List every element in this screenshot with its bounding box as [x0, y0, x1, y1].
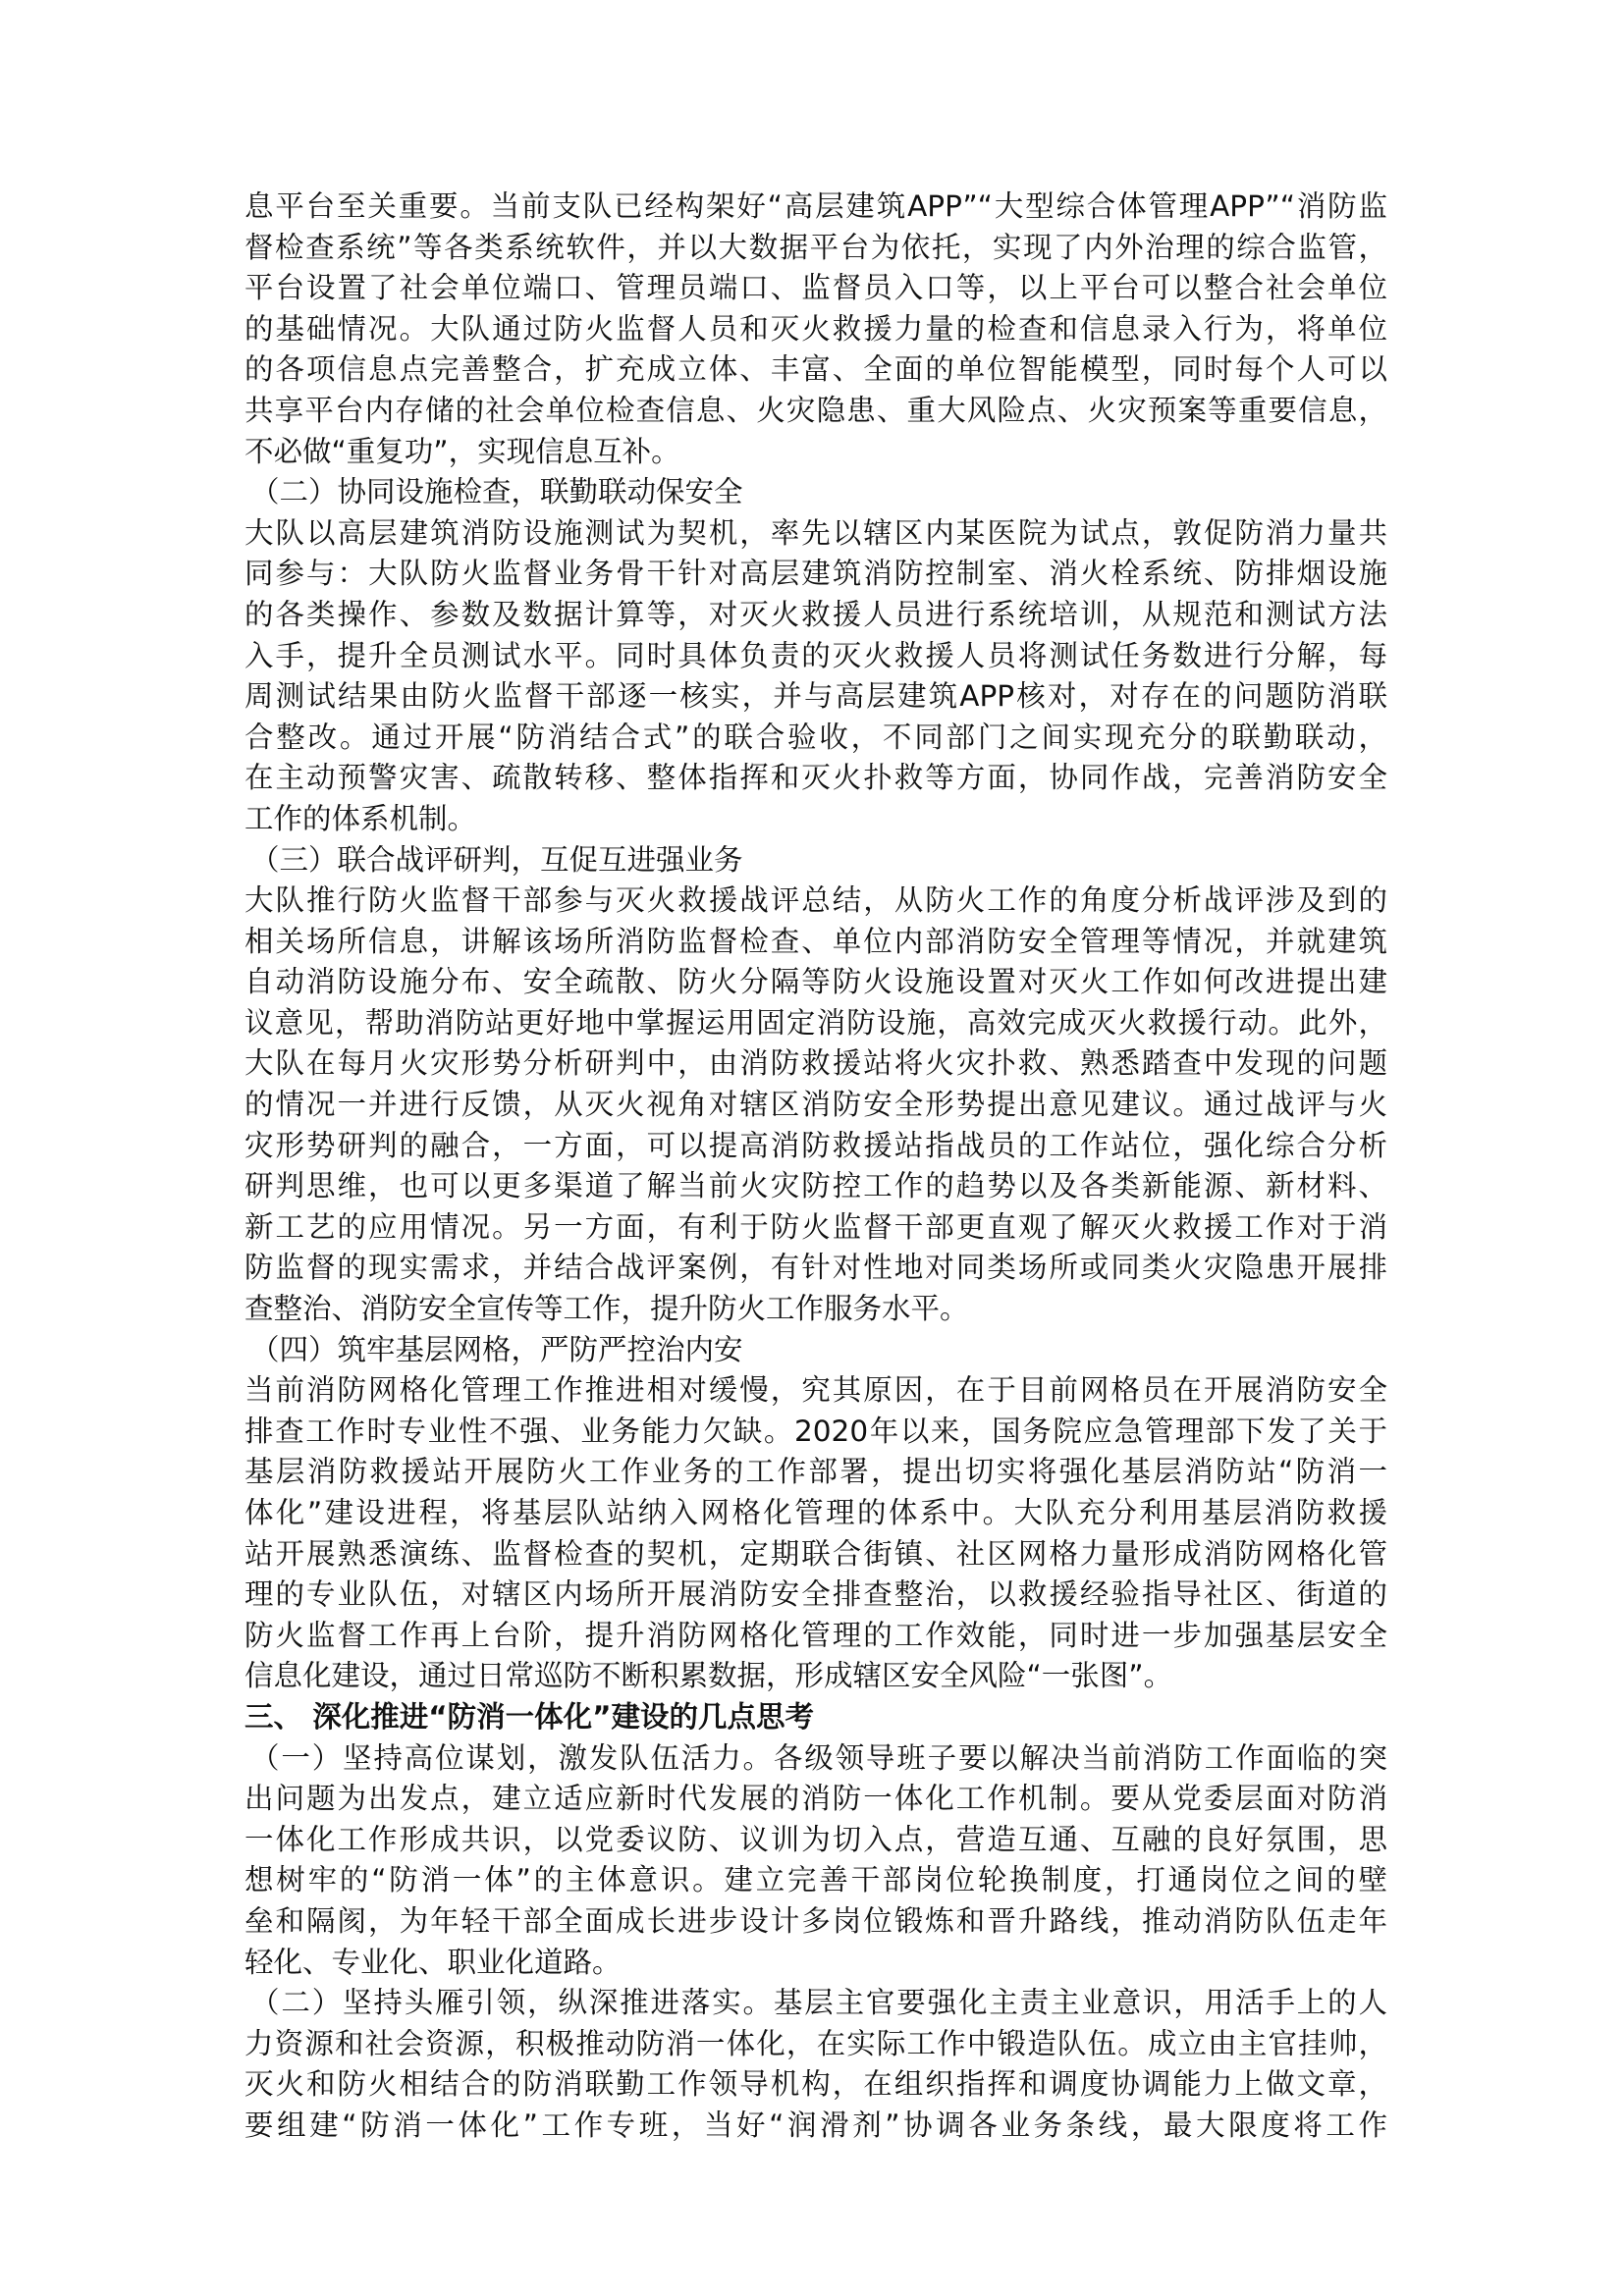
paragraph-line: 信息化建设，通过日常巡防不断积累数据，形成辖区安全风险“一张图”。: [244, 1659, 1173, 1693]
paragraph-line: 排查工作时专业性不强、业务能力欠缺。2020年以来，国务院应急管理部下发了关于: [244, 1414, 1387, 1448]
paragraph-line: （二）坚持头雁引领，纵深推进落实。基层主官要强化主责主业意识，用活手上的人: [250, 1986, 1387, 2020]
paragraph-line: 灾形势研判的融合，一方面，可以提高消防救援站指战员的工作站位，强化综合分析: [244, 1128, 1387, 1162]
paragraph-line: 在主动预警灾害、疏散转移、整体指挥和灭火扑救等方面，协同作战，完善消防安全: [244, 761, 1387, 795]
subheading: （四）筑牢基层网格，严防严控治内安: [250, 1332, 743, 1366]
paragraph-line: 共享平台内存储的社会单位检查信息、火灾隐患、重大风险点、火灾预案等重要信息，: [244, 393, 1387, 427]
paragraph-line: 垒和隔阂，为年轻干部全面成长进步设计多岗位锻炼和晋升路线，推动消防队伍走年: [244, 1903, 1387, 1938]
paragraph-line: 力资源和社会资源，积极推动防消一体化，在实际工作中锻造队伍。成立由主官挂帅，: [244, 2026, 1387, 2060]
paragraph-line: 防监督的现实需求，并结合战评案例，有针对性地对同类场所或同类火灾隐患开展排: [244, 1251, 1387, 1285]
paragraph-line: 的各类操作、参数及数据计算等，对灭火救援人员进行系统培训，从规范和测试方法: [244, 597, 1387, 631]
paragraph-line: 体化”建设进程，将基层队站纳入网格化管理的体系中。大队充分利用基层消防救援: [244, 1496, 1387, 1529]
paragraph-line: 的情况一并进行反馈，从灭火视角对辖区消防安全形势提出意见建议。通过战评与火: [244, 1088, 1387, 1122]
paragraph-line: 大队在每月火灾形势分析研判中，由消防救援站将火灾扑救、熟悉踏查中发现的问题: [244, 1046, 1387, 1081]
paragraph-line: 新工艺的应用情况。另一方面，有利于防火监督干部更直观了解灭火救援工作对于消: [244, 1209, 1387, 1244]
paragraph-line: 工作的体系机制。: [244, 801, 477, 835]
paragraph-line: 大队推行防火监督干部参与灭火救援战评总结，从防火工作的角度分析战评涉及到的: [244, 883, 1387, 918]
paragraph-line: 出问题为出发点，建立适应新时代发展的消防一体化工作机制。要从党委层面对防消: [244, 1782, 1387, 1816]
paragraph-line: 基层消防救援站开展防火工作业务的工作部署，提出切实将强化基层消防站“防消一: [244, 1455, 1387, 1489]
paragraph-line: 的各项信息点完善整合，扩充成立体、丰富、全面的单位智能模型，同时每个人可以: [244, 352, 1387, 387]
paragraph-line: 站开展熟悉演练、监督检查的契机，定期联合街镇、社区网格力量形成消防网格化管: [244, 1536, 1387, 1571]
paragraph-line: 查整治、消防安全宣传等工作，提升防火工作服务水平。: [244, 1292, 969, 1326]
paragraph-line: 自动消防设施分布、安全疏散、防火分隔等防火设施设置对灭火工作如何改进提出建: [244, 965, 1387, 999]
subheading: （三）联合战评研判，互促互进强业务: [250, 842, 743, 877]
paragraph-line: 大队以高层建筑消防设施测试为契机，率先以辖区内某医院为试点，敦促防消力量共: [244, 515, 1387, 550]
document-page: [244, 187, 1387, 2147]
paragraph-line: 议意见，帮助消防站更好地中掌握运用固定消防设施，高效完成灭火救援行动。此外，: [244, 1005, 1387, 1040]
paragraph-line: 平台设置了社会单位端口、管理员端口、监督员入口等，以上平台可以整合社会单位: [244, 271, 1387, 305]
paragraph-line: 研判思维，也可以更多渠道了解当前火灾防控工作的趋势以及各类新能源、新材料、: [244, 1169, 1387, 1203]
paragraph-line: 灭火和防火相结合的防消联勤工作领导机构，在组织指挥和调度协调能力上做文章，: [244, 2067, 1387, 2102]
paragraph-line: 相关场所信息，讲解该场所消防监督检查、单位内部消防安全管理等情况，并就建筑: [244, 924, 1387, 958]
paragraph-line: 理的专业队伍，对辖区内场所开展消防安全排查整治，以救援经验指导社区、街道的: [244, 1577, 1387, 1612]
subheading: （二）协同设施检查，联勤联动保安全: [250, 475, 743, 509]
paragraph-line: 同参与：大队防火监督业务骨干针对高层建筑消防控制室、消火栓系统、防排烟设施: [244, 557, 1387, 591]
paragraph-line: 合整改。通过开展“防消结合式”的联合验收，不同部门之间实现充分的联勤联动，: [244, 720, 1387, 754]
paragraph-line: 周测试结果由防火监督干部逐一核实，并与高层建筑APP核对，对存在的问题防消联: [244, 679, 1387, 714]
paragraph-line: 一体化工作形成共识，以党委议防、议训为切入点，营造互通、互融的良好氛围，思: [244, 1822, 1387, 1856]
paragraph-line: 想树牢的“防消一体”的主体意识。建立完善干部岗位轮换制度，打通岗位之间的壁: [244, 1863, 1387, 1897]
paragraph-line: 的基础情况。大队通过防火监督人员和灭火救援力量的检查和信息录入行为，将单位: [244, 311, 1387, 346]
section-heading: 三、 深化推进“防消一体化”建设的几点思考: [244, 1699, 815, 1734]
paragraph-line: 当前消防网格化管理工作推进相对缓慢，究其原因，在于目前网格员在开展消防安全: [244, 1373, 1387, 1408]
paragraph-line: 轻化、专业化、职业化道路。: [244, 1945, 622, 1979]
paragraph-line: 防火监督工作再上台阶，提升消防网格化管理的工作效能，同时进一步加强基层安全: [244, 1618, 1387, 1652]
paragraph-line: 要组建“防消一体化”工作专班，当好“润滑剂”协调各业务条线，最大限度将工作: [244, 2108, 1387, 2142]
paragraph-line: （一）坚持高位谋划，激发队伍活力。各级领导班子要以解决当前消防工作面临的突: [250, 1740, 1387, 1775]
paragraph-line: 息平台至关重要。当前支队已经构架好“高层建筑APP”“大型综合体管理APP”“消防监: [244, 189, 1387, 223]
paragraph-line: 入手，提升全员测试水平。同时具体负责的灭火救援人员将测试任务数进行分解，每: [244, 638, 1387, 672]
paragraph-line: 不必做“重复功”，实现信息互补。: [244, 434, 680, 468]
paragraph-line: 督检查系统”等各类系统软件，并以大数据平台为依托，实现了内外治理的综合监管，: [244, 230, 1387, 264]
